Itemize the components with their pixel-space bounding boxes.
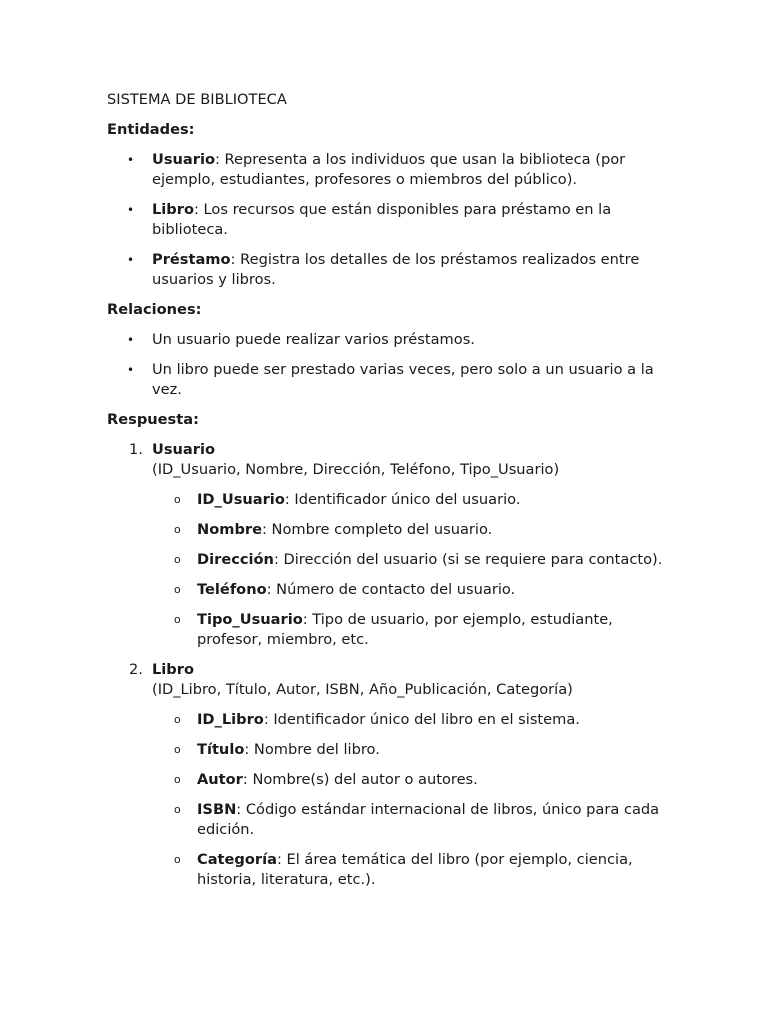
fields-list [152, 490, 667, 650]
list-item [107, 250, 667, 290]
entity-desc: : Los recursos que están disponibles para préstamo en la biblioteca. [152, 201, 612, 238]
circle-bullet-icon: o [174, 583, 181, 596]
field-term: Categoría [197, 851, 277, 868]
tables-list [107, 440, 667, 890]
relations-heading: Relaciones: [107, 301, 202, 318]
answer-heading: Respuesta: [107, 411, 199, 428]
list-item [152, 710, 667, 730]
relations-list [107, 330, 667, 400]
field-desc: : Nombre completo del usuario. [262, 521, 493, 538]
list-item [152, 740, 667, 760]
field-desc: : Dirección del usuario (si se requiere para contacto). [273, 551, 663, 568]
list-item [107, 360, 667, 400]
circle-bullet-icon: o [174, 613, 181, 626]
list-item [152, 490, 667, 510]
circle-bullet-icon: o [174, 743, 181, 756]
circle-bullet-icon: o [174, 523, 181, 536]
field-desc: : Tipo de usuario, por ejemplo, estudiante, profesor, miembro, etc. [197, 611, 613, 648]
list-item [107, 150, 667, 190]
entity-term: Préstamo [152, 251, 231, 268]
circle-bullet-icon: o [174, 853, 181, 866]
list-item [152, 520, 667, 540]
circle-bullet-icon: o [174, 713, 181, 726]
document-body [107, 90, 667, 900]
field-term: ISBN [197, 801, 237, 818]
field-desc: : Identificador único del libro en el sistema. [263, 711, 580, 728]
field-term: Nombre [197, 521, 262, 538]
list-item [152, 550, 667, 570]
field-term: ID_Libro [197, 711, 264, 728]
fields-list [152, 710, 667, 890]
entity-desc: : Registra los detalles de los préstamos realizados entre usuarios y libros. [152, 251, 640, 288]
list-item [152, 770, 667, 790]
bullet-icon: • [127, 253, 135, 267]
list-number: 1. [129, 441, 143, 458]
field-desc: : Nombre(s) del autor o autores. [242, 771, 478, 788]
table-schema: (ID_Usuario, Nombre, Dirección, Teléfono, Tipo_Usuario) [152, 461, 560, 478]
list-item [152, 850, 667, 890]
field-term: Tipo_Usuario [197, 611, 303, 628]
table-item-libro [107, 660, 667, 890]
circle-bullet-icon: o [174, 493, 181, 506]
list-item [152, 580, 667, 600]
field-desc: : Código estándar internacional de libros, único para cada edición. [197, 801, 660, 838]
table-schema: (ID_Libro, Título, Autor, ISBN, Año_Publicación, Categoría) [152, 681, 573, 698]
relation-text: Un libro puede ser prestado varias veces, pero solo a un usuario a la vez. [152, 361, 654, 398]
entity-desc: : Representa a los individuos que usan la biblioteca (por ejemplo, estudiantes, profesores o miembros del público). [152, 151, 626, 188]
list-item [107, 200, 667, 240]
field-desc: : Número de contacto del usuario. [266, 581, 516, 598]
document-title: SISTEMA DE BIBLIOTECA [107, 91, 287, 108]
entity-term: Libro [152, 201, 194, 218]
circle-bullet-icon: o [174, 803, 181, 816]
bullet-icon: • [127, 203, 135, 217]
table-name: Usuario [152, 441, 215, 458]
entities-list [107, 150, 667, 290]
field-term: Teléfono [197, 581, 267, 598]
field-desc: : Identificador único del usuario. [284, 491, 521, 508]
field-term: Dirección [197, 551, 274, 568]
bullet-icon: • [127, 363, 135, 377]
list-item [152, 610, 667, 650]
entity-term: Usuario [152, 151, 215, 168]
field-desc: : Nombre del libro. [244, 741, 380, 758]
field-desc: : El área temática del libro (por ejemplo, ciencia, historia, literatura, etc.). [197, 851, 633, 888]
field-term: Autor [197, 771, 243, 788]
list-number: 2. [129, 661, 143, 678]
bullet-icon: • [127, 333, 135, 347]
field-term: ID_Usuario [197, 491, 285, 508]
list-item [107, 330, 667, 350]
list-item [152, 800, 667, 840]
entities-heading: Entidades: [107, 121, 195, 138]
bullet-icon: • [127, 153, 135, 167]
circle-bullet-icon: o [174, 773, 181, 786]
field-term: Título [197, 741, 245, 758]
relation-text: Un usuario puede realizar varios préstamos. [152, 331, 475, 348]
circle-bullet-icon: o [174, 553, 181, 566]
table-name: Libro [152, 661, 194, 678]
table-item-usuario [107, 440, 667, 650]
